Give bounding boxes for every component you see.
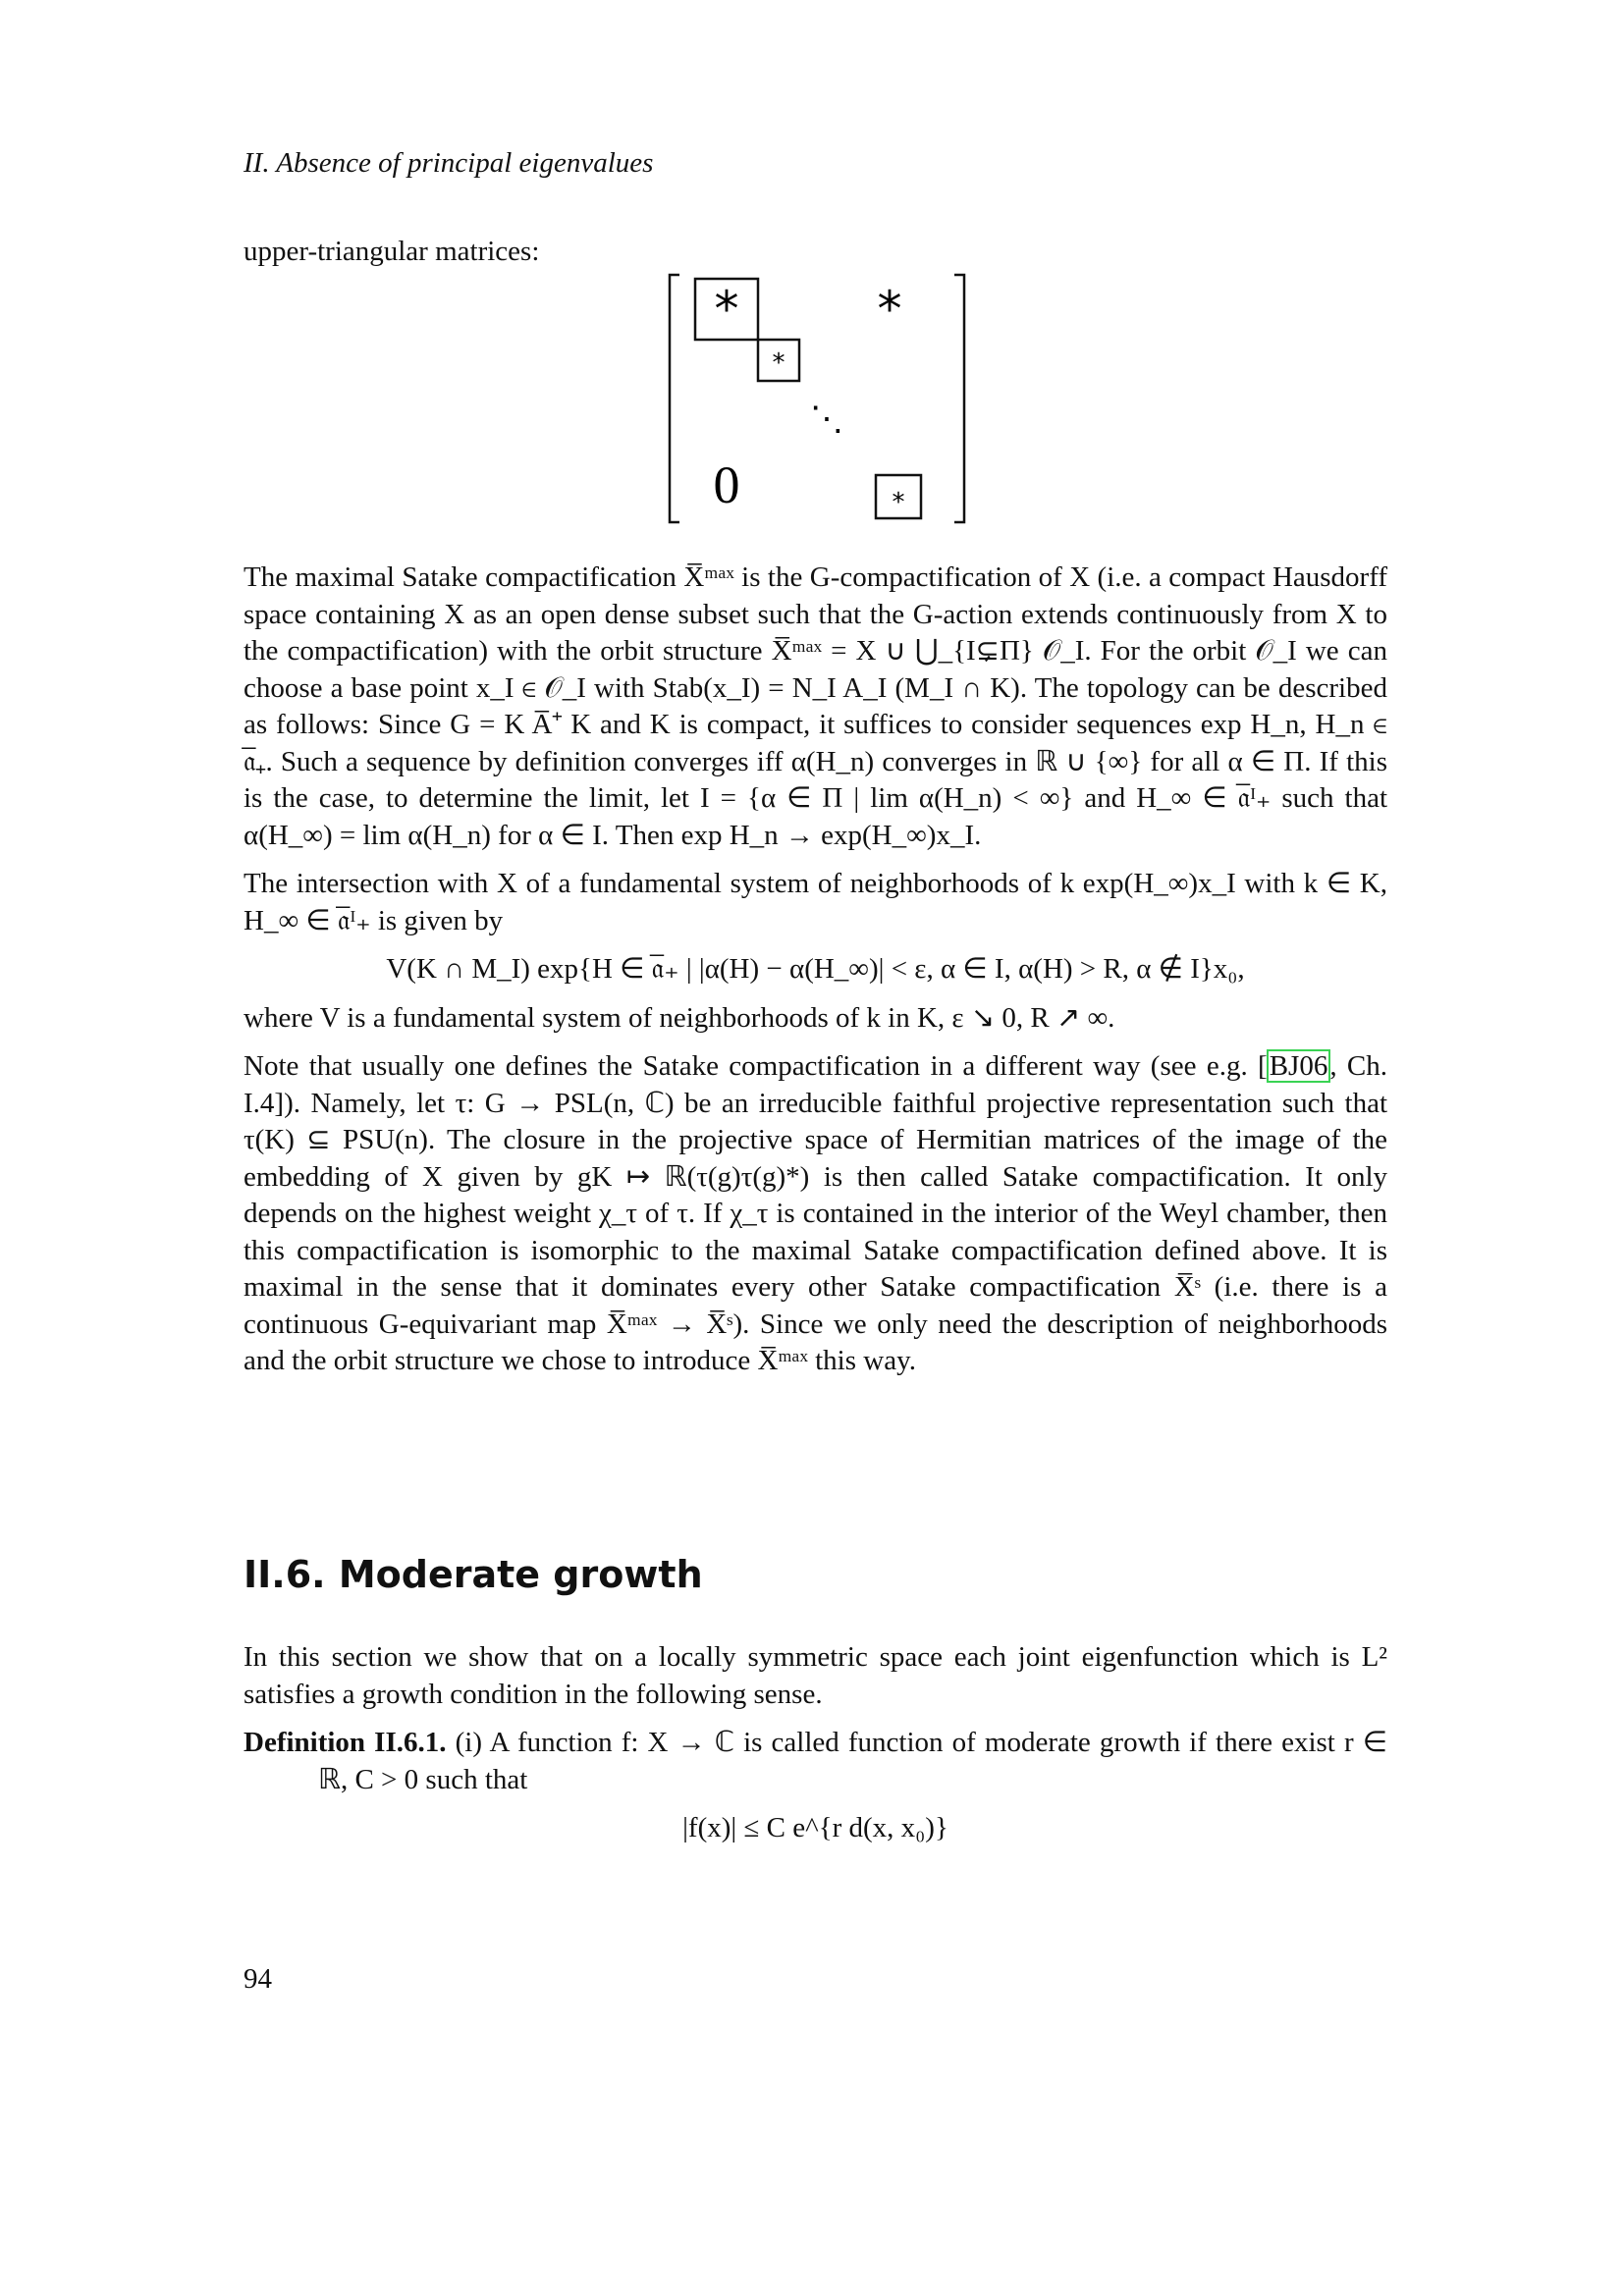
display-formula-growth: |f(x)| ≤ C e^{r d(x, x₀)} (682, 1812, 948, 1843)
note-after-citation: , Ch. I.4]). Namely, let τ: G → PSL(n, ℂ) be an irreducible faithful projective representation such that τ(K) ⊆ PSU(n). The closure in the projective space of Hermitian matrices of the image of the embedding of X given by gK ↦ ℝ(τ(g)τ(g)*) is then called Satake compactification. It only depends on the highest weight χ_τ of τ. If χ_τ is contained in the interior of the Weyl chamber, then this compactification is isomorphic to the maximal Satake compactification defined above. It is maximal in the sense that it dominates every other Satake compactification X̅ˢ (i.e. there is a continuous G-equivariant map X̅ᵐᵃˣ → X̅ˢ). Since we only need the description of neighborhoods and the orbit structure we chose to introduce X̅ᵐᵃˣ this way. (244, 1050, 1387, 1376)
definition-item: (i) A function f: X → ℂ is called function of moderate growth if there exist r ∈ ℝ, C > 0 such that (318, 1727, 1387, 1795)
paragraph-where: where V is a fundamental system of neighborhoods of k in K, ε ↘ 0, R ↗ ∞. (244, 1001, 1115, 1034)
page-number: 94 (244, 1963, 272, 1995)
intro-lead: upper-triangular matrices: (244, 236, 540, 267)
body-text-block-1 (244, 560, 1387, 1392)
entry-top-left: * (714, 281, 739, 338)
citation-link[interactable]: BJ06 (1269, 1050, 1328, 1082)
entry-second: * (772, 348, 785, 378)
paragraph-section-intro: In this section we show that on a locally symmetric space each joint eigenfunction which is L² satisfies a growth condition in the following sense. (244, 1641, 1387, 1710)
running-title: II. Absence of principal eigenvalues (244, 147, 654, 179)
entry-top-right: * (877, 281, 902, 338)
matrix-right-bracket (954, 275, 964, 522)
section-heading: II.6. Moderate growth (244, 1553, 703, 1596)
definition (244, 1725, 1387, 1798)
note-before-citation: Note that usually one defines the Satake compactification in a different way (see e.g. (244, 1050, 1259, 1082)
upper-triangular-matrix (0, 0, 1624, 550)
body-text-block-2 (244, 1639, 1387, 1859)
paragraph-intersection: The intersection with X of a fundamental system of neighborhoods of k exp(H_∞)x_I with k ∈ K, H_∞ ∈ 𝔞̅ᴵ₊ is given by (244, 868, 1387, 936)
paragraph-satake: The maximal Satake compactification X̅ᵐᵃˣ is the G-compactification of X (i.e. a compact Hausdorff space containing X as an open dense subset such that the G-action extends continuously from X to the compactification) with the orbit structure X̅ᵐᵃˣ = X ∪ ⋃_{I⊊Π} 𝒪_I. For the orbit 𝒪_I we can choose a base point x_I ∈ 𝒪_I with Stab(x_I) = N_I A_I (M_I ∩ K). The topology can be described as follows: Since G = K A̅⁺ K and K is compact, it suffices to consider sequences exp H_n, H_n ∈ 𝔞̅₊. Such a sequence by definition converges iff α(H_n) converges in ℝ ∪ {∞} for all α ∈ Π. If this is the case, to determine the limit, let I = {α ∈ Π | lim α(H_n) < ∞} and H_∞ ∈ 𝔞̅ᴵ₊ such that α(H_∞) = lim α(H_n) for α ∈ I. Then exp H_n → exp(H_∞)x_I. (244, 561, 1387, 851)
entry-dots: ⋱ (810, 400, 843, 439)
entry-bottom-right: * (892, 488, 905, 517)
display-formula-neighborhoods: V(K ∩ M_I) exp{H ∈ 𝔞̅₊ | |α(H) − α(H_∞)| < ε, α ∈ I, α(H) > R, α ∉ I}x₀, (386, 953, 1245, 985)
matrix-left-bracket (670, 275, 679, 522)
paragraph-note: Note that usually one defines the Satake compactification in a different way (see e.g. [BJ06, Ch. I.4]). Namely, let τ: G → PSL(n, ℂ) be an irreducible faithful projective representation such that τ(K) ⊆ PSU(n). The closure in the projective space of Hermitian matrices of the image of the embedding of X given by gK ↦ ℝ(τ(g)τ(g)*) is then called Satake compactification. It only depends on the highest weight χ_τ of τ. If χ_τ is contained in the interior of the Weyl chamber, then this compactification is isomorphic to the maximal Satake compactification defined above. It is maximal in the sense that it dominates every other Satake compactification X̅ˢ (i.e. there is a continuous G-equivariant map X̅ᵐᵃˣ → X̅ˢ). Since we only need the description of neighborhoods and the orbit structure we chose to introduce X̅ᵐᵃˣ this way. (244, 1050, 1387, 1376)
definition-label: Definition II.6.1. (244, 1727, 447, 1758)
entry-zero: 0 (713, 455, 740, 514)
